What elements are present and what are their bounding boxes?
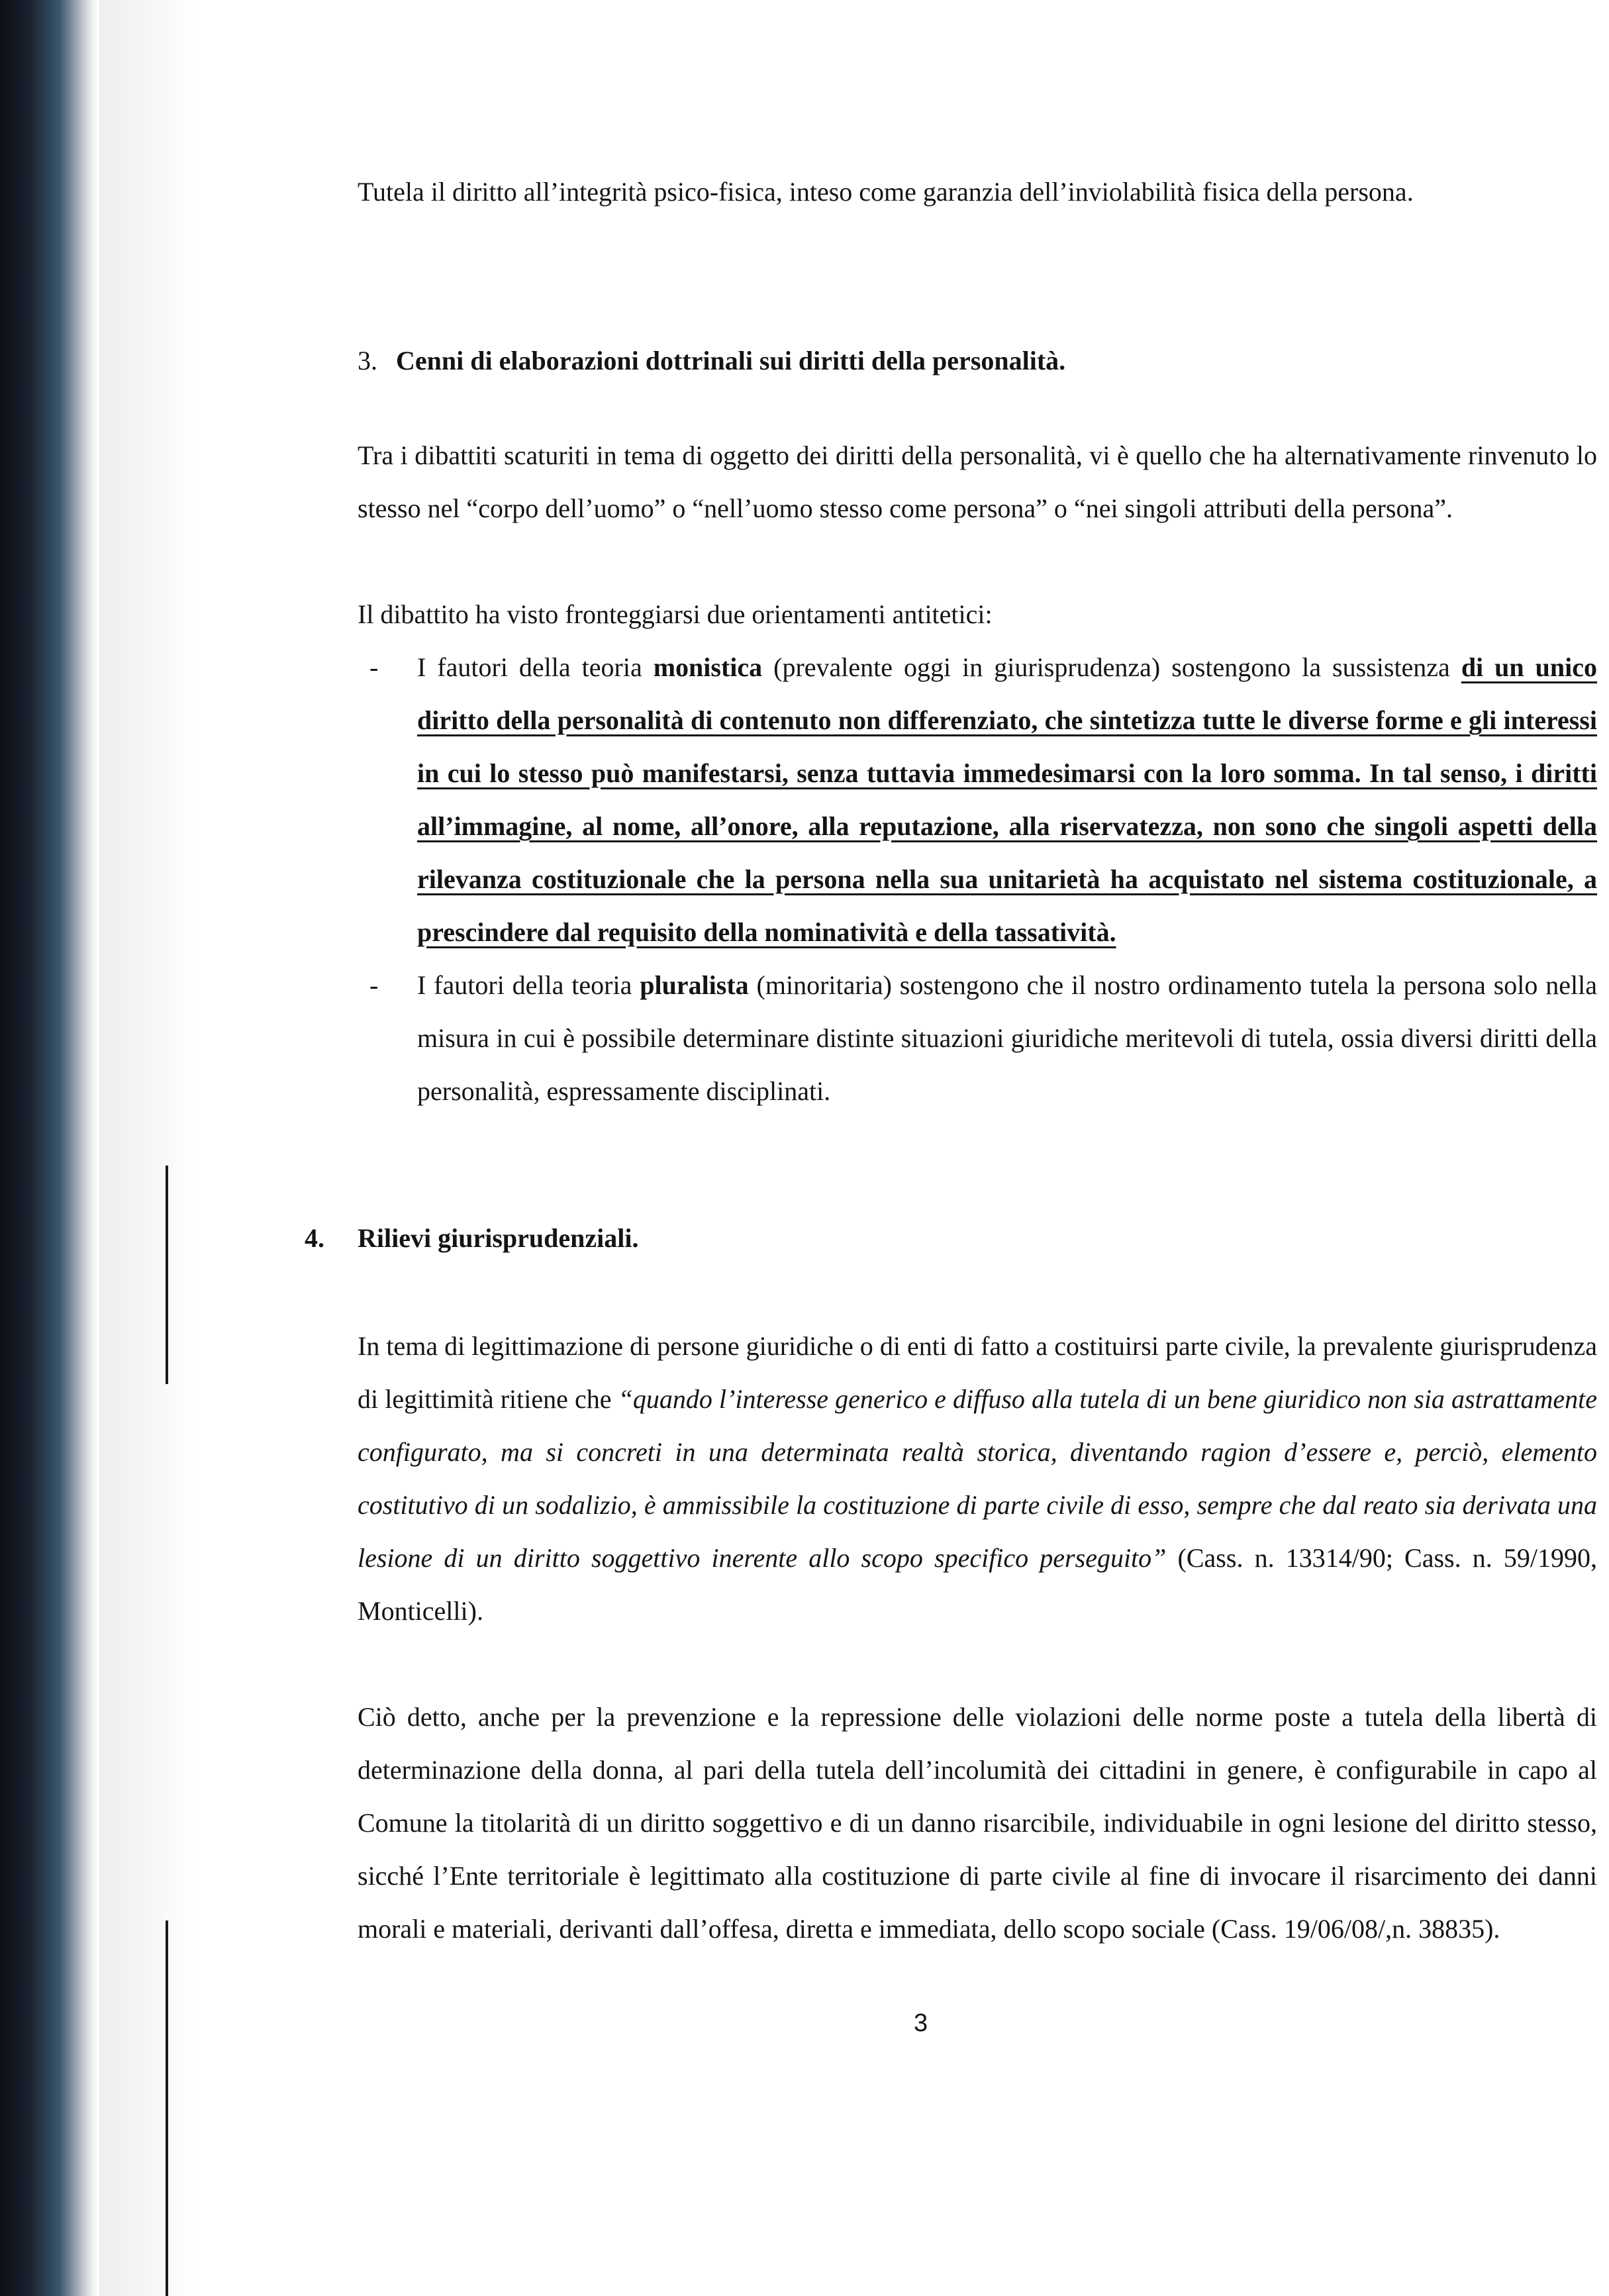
theory-term: monistica [653,652,763,682]
section-3-intro: Il dibattito ha visto fronteggiarsi due orientamenti antitetici: [358,599,993,629]
page-shadow [99,0,199,2296]
section-4-heading [305,1212,638,1265]
section-4-paragraph: Ciò detto, anche per la prevenzione e la repressione delle violazioni delle norme poste a tutela della libertà di determinazione della donna, al pari della tutela dell’incolumità dei cittadini in genere, è configurabile in capo al Comune la titolarità di un diritto soggettivo e di un danno risarcibile, individuabile in ogni lesione del diritto stesso, sicché l’Ente territoriale è legittimato alla costituzione di parte civile al fine di invocare il risarcimento dei danni morali e materiali, derivanti dall’offesa, diretta e immediata, dello scopo sociale (Cass. 19/06/08/,n. 38835). [358,1702,1597,1944]
paragraph-text: In tema di legittimazione di persone giuridiche o di enti di fatto a costituirsi parte civile, la prevalente giurisprudenza di legittimità ritiene che [358,1331,1597,1414]
citation: (Cass. n. 13314/90; Cass. n. 59/1990, Monticelli). [358,1543,1597,1626]
list-text: (prevalente oggi in giurisprudenza) sostengono la sussistenza [762,652,1461,682]
section-3-paragraph: Tra i dibattiti scaturiti in tema di oggetto dei diritti della personalità, vi è quello che ha alternativamente rinvenuto lo stesso nel “corpo dell’uomo” o “nell’uomo stesso come persona” o “nei singoli attributi della persona”. [358,440,1597,523]
theory-list [358,641,1597,1118]
list-text: I fautori della teoria [417,970,640,1000]
list-item [358,959,1597,1118]
section-4-paragraph [358,1320,1597,1638]
list-item [358,641,1597,959]
section-title: Cenni di elaborazioni dottrinali sui diritti della personalità. [396,346,1066,375]
underlined-emphasis: di un unico diritto della personalità di contenuto non differenziato, che sintetizza tutte le diverse forme e gli interessi in cui lo stesso può manifestarsi, senza tuttavia immedesimarsi con la loro somma. In tal senso, i diritti all’immagine, al nome, all’onore, alla reputazione, alla riservatezza, non sono che singoli aspetti della rilevanza costituzionale che la persona nella sua unitarietà ha acquistato nel sistema costituzionale, a prescindere dal requisito della nominatività e della tassatività. [417,652,1598,947]
list-item-text [417,641,1597,959]
section-number: 3. [358,346,377,375]
list-item-text [417,959,1597,1118]
list-text: I fautori della teoria [417,652,654,682]
case-quote: “quando l’interesse generico e diffuso alla tutela di un bene giuridico non sia astrattamente configurato, ma si concreti in una determinata realtà storica, diventando ragion d’essere e, perciò, elemento costitutivo di un sodalizio, è ammissibile la costituzione di parte civile di esso, sempre che dal reato sia derivata una lesione di un diritto soggettivo inerente allo scopo specifico perseguito” [358,1384,1598,1573]
section-title: Rilievi giurisprudenziali. [358,1223,639,1253]
scan-binding-edge [0,0,99,2296]
list-text: (minoritaria) sostengono che il nostro ordinamento tutela la persona solo nella misura in cui è possibile determinare distinte situazioni giuridiche meritevoli di tutela, ossia diversi diritti della personalità, espressamente disciplinati. [417,970,1598,1106]
section-3-heading [358,334,1065,387]
intro-line: Tutela il diritto all’integrità psico-fisica, inteso come garanzia dell’inviolabilità fisica della persona. [358,177,1414,207]
list-dash: - [369,970,379,1000]
section-number: 4. [305,1223,324,1253]
page-number: 3 [914,2009,928,2037]
binding-mark [166,1166,168,1384]
list-dash: - [369,652,379,682]
binding-mark [166,1921,168,2296]
theory-term: pluralista [640,970,749,1000]
